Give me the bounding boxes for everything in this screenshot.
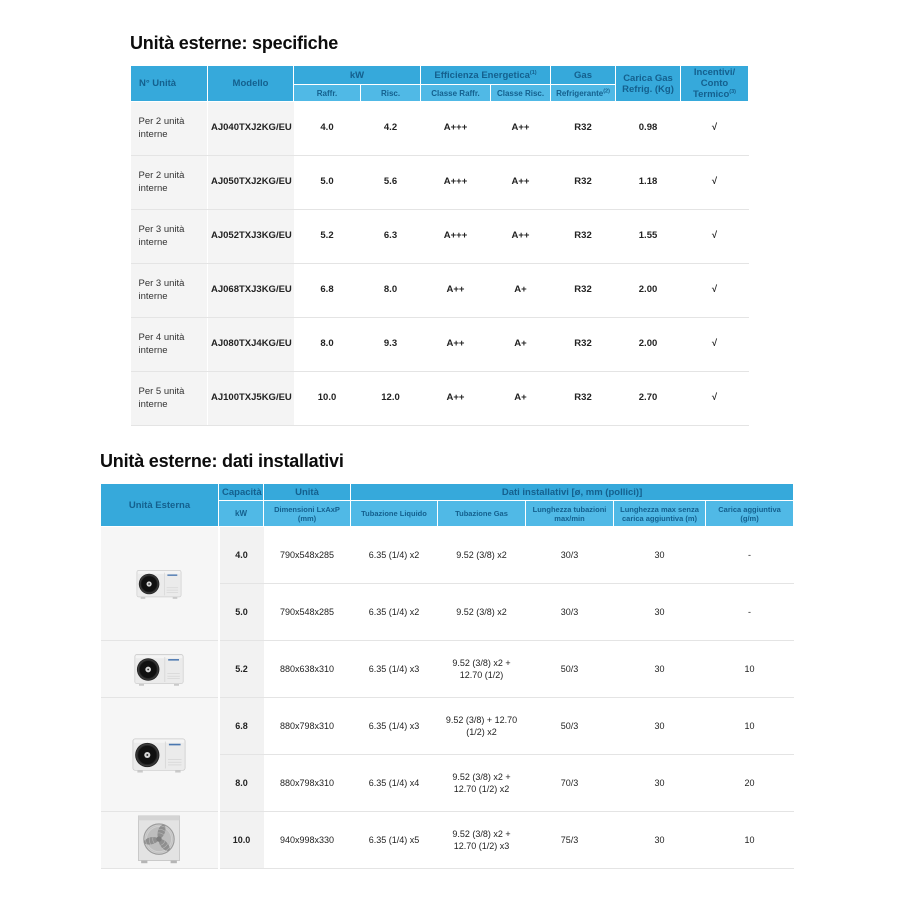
table-row <box>101 812 794 869</box>
col-header-n-unita: N° Unità <box>131 66 208 102</box>
cell-kw-raffr: 10.0 <box>294 372 361 426</box>
col-group-dati-installativi: Dati installativi [ø, mm (pollici)] <box>351 484 794 501</box>
install-table <box>100 483 794 869</box>
cell-capacity: 6.8 <box>219 698 264 755</box>
table-row <box>131 318 749 372</box>
cell-kw-risc: 9.3 <box>361 318 421 372</box>
cell-length-maxmin: 50/3 <box>526 698 614 755</box>
cell-kw-risc: 12.0 <box>361 372 421 426</box>
outdoor-unit-photo-cell <box>101 812 219 869</box>
table-row <box>131 156 749 210</box>
cell-kw-raffr: 5.0 <box>294 156 361 210</box>
cell-length-nocharge: 30 <box>614 641 706 698</box>
cell-kw-risc: 4.2 <box>361 102 421 156</box>
cell-carica: 1.18 <box>616 156 681 210</box>
cell-gas-pipe: 9.52 (3/8) x2 <box>438 584 526 641</box>
table-row <box>131 102 749 156</box>
cell-units: Per 3 unità interne <box>131 264 208 318</box>
cell-kw-risc: 8.0 <box>361 264 421 318</box>
cell-dimensions: 880x638x310 <box>264 641 351 698</box>
cell-gas-pipe: 9.52 (3/8) x2 + 12.70 (1/2) x3 <box>438 812 526 869</box>
cell-gas-pipe: 9.52 (3/8) + 12.70 (1/2) x2 <box>438 698 526 755</box>
cell-liquid-pipe: 6.35 (1/4) x3 <box>351 641 438 698</box>
cell-model: AJ100TXJ5KG/EU <box>208 372 294 426</box>
cell-dimensions: 790x548x285 <box>264 527 351 584</box>
incentivi-line2: Conto Termico <box>693 78 730 100</box>
check-icon: √ <box>681 264 749 318</box>
table-row <box>101 641 794 698</box>
cell-gas-pipe: 9.52 (3/8) x2 <box>438 527 526 584</box>
subcol-lunghezza-tubazioni: Lunghezza tubazioni max/min <box>526 501 614 527</box>
subcol-classe-raffr: Classe Raffr. <box>421 85 491 102</box>
col-group-gas: Gas <box>551 66 616 85</box>
cell-gas: R32 <box>551 210 616 264</box>
cell-units: Per 4 unità interne <box>131 318 208 372</box>
cell-length-maxmin: 30/3 <box>526 584 614 641</box>
cell-liquid-pipe: 6.35 (1/4) x5 <box>351 812 438 869</box>
cell-liquid-pipe: 6.35 (1/4) x2 <box>351 527 438 584</box>
cell-liquid-pipe: 6.35 (1/4) x3 <box>351 698 438 755</box>
cell-carica: 2.70 <box>616 372 681 426</box>
cell-kw-raffr: 6.8 <box>294 264 361 318</box>
cell-classe-risc: A++ <box>491 210 551 264</box>
col-header-incentivi <box>681 66 749 102</box>
cell-carica: 2.00 <box>616 264 681 318</box>
subcol-classe-risc: Classe Risc. <box>491 85 551 102</box>
cell-capacity: 8.0 <box>219 755 264 812</box>
col-header-carica-gas: Carica Gas Refrig. (Kg) <box>616 66 681 102</box>
cell-capacity: 5.0 <box>219 584 264 641</box>
cell-dimensions: 940x998x330 <box>264 812 351 869</box>
cell-kw-raffr: 4.0 <box>294 102 361 156</box>
cell-model: AJ050TXJ2KG/EU <box>208 156 294 210</box>
cell-carica: 2.00 <box>616 318 681 372</box>
cell-classe-raffr: A+++ <box>421 156 491 210</box>
cell-extra-charge: - <box>706 527 794 584</box>
cell-classe-raffr: A+++ <box>421 210 491 264</box>
cell-gas: R32 <box>551 156 616 210</box>
outdoor-unit-photo-cell <box>101 641 219 698</box>
cell-gas-pipe: 9.52 (3/8) x2 + 12.70 (1/2) <box>438 641 526 698</box>
cell-classe-risc: A++ <box>491 156 551 210</box>
subcol-lunghezza-max: Lunghezza max senza carica aggiuntiva (m) <box>614 501 706 527</box>
efficienza-footnote: (1) <box>529 69 537 76</box>
cell-classe-raffr: A++ <box>421 318 491 372</box>
cell-liquid-pipe: 6.35 (1/4) x2 <box>351 584 438 641</box>
cell-length-nocharge: 30 <box>614 584 706 641</box>
cell-kw-raffr: 8.0 <box>294 318 361 372</box>
cell-extra-charge: 10 <box>706 641 794 698</box>
subcol-tubazione-gas: Tubazione Gas <box>438 501 526 527</box>
cell-classe-raffr: A++ <box>421 372 491 426</box>
table-row <box>101 527 794 584</box>
refrigerante-footnote: (2) <box>603 87 610 94</box>
cell-model: AJ040TXJ2KG/EU <box>208 102 294 156</box>
check-icon: √ <box>681 210 749 264</box>
cell-model: AJ080TXJ4KG/EU <box>208 318 294 372</box>
spec-table <box>130 65 749 426</box>
cell-units: Per 5 unità interne <box>131 372 208 426</box>
cell-units: Per 2 unità interne <box>131 102 208 156</box>
cell-kw-raffr: 5.2 <box>294 210 361 264</box>
table-row <box>131 264 749 318</box>
cell-gas: R32 <box>551 372 616 426</box>
cell-classe-risc: A++ <box>491 102 551 156</box>
outdoor-unit-photo-cell <box>101 527 219 641</box>
cell-model: AJ068TXJ3KG/EU <box>208 264 294 318</box>
table-row <box>131 372 749 426</box>
cell-gas: R32 <box>551 318 616 372</box>
cell-capacity: 5.2 <box>219 641 264 698</box>
outdoor-unit-photo <box>134 652 184 687</box>
cell-length-maxmin: 75/3 <box>526 812 614 869</box>
cell-length-maxmin: 50/3 <box>526 641 614 698</box>
subcol-tubazione-liquido: Tubazione Liquido <box>351 501 438 527</box>
col-header-modello: Modello <box>208 66 294 102</box>
col-group-efficienza <box>421 66 551 85</box>
cell-classe-risc: A+ <box>491 264 551 318</box>
col-group-capacita: Capacità <box>219 484 264 501</box>
cell-extra-charge: 10 <box>706 698 794 755</box>
subcol-carica-aggiuntiva: Carica aggiuntiva (g/m) <box>706 501 794 527</box>
install-section <box>100 451 793 869</box>
cell-capacity: 10.0 <box>219 812 264 869</box>
cell-gas-pipe: 9.52 (3/8) x2 + 12.70 (1/2) x2 <box>438 755 526 812</box>
cell-dimensions: 880x798x310 <box>264 755 351 812</box>
check-icon: √ <box>681 318 749 372</box>
cell-gas: R32 <box>551 102 616 156</box>
outdoor-unit-photo <box>132 735 186 775</box>
cell-classe-raffr: A+++ <box>421 102 491 156</box>
cell-units: Per 3 unità interne <box>131 210 208 264</box>
incentivi-line1: Incentivi/ <box>693 67 736 78</box>
outdoor-unit-photo-cell <box>101 698 219 812</box>
check-icon: √ <box>681 156 749 210</box>
cell-length-maxmin: 70/3 <box>526 755 614 812</box>
cell-classe-risc: A+ <box>491 318 551 372</box>
check-icon: √ <box>681 102 749 156</box>
install-section-title: Unità esterne: dati installativi <box>100 451 344 471</box>
cell-capacity: 4.0 <box>219 527 264 584</box>
cell-length-nocharge: 30 <box>614 527 706 584</box>
cell-kw-risc: 6.3 <box>361 210 421 264</box>
cell-classe-raffr: A++ <box>421 264 491 318</box>
cell-classe-risc: A+ <box>491 372 551 426</box>
incentivi-footnote: (3) <box>729 88 737 95</box>
cell-dimensions: 790x548x285 <box>264 584 351 641</box>
cell-carica: 1.55 <box>616 210 681 264</box>
outdoor-unit-photo <box>136 568 182 600</box>
cell-dimensions: 880x798x310 <box>264 698 351 755</box>
outdoor-unit-xl-photo <box>132 815 186 865</box>
cell-model: AJ052TXJ3KG/EU <box>208 210 294 264</box>
subcol-kw: kW <box>219 501 264 527</box>
table-row <box>131 210 749 264</box>
col-header-unita-esterna: Unità Esterna <box>101 484 219 527</box>
col-group-unita: Unità <box>264 484 351 501</box>
cell-length-nocharge: 30 <box>614 812 706 869</box>
col-group-kw: kW <box>294 66 421 85</box>
cell-length-nocharge: 30 <box>614 755 706 812</box>
cell-liquid-pipe: 6.35 (1/4) x4 <box>351 755 438 812</box>
subcol-kw-raffr: Raffr. <box>294 85 361 102</box>
spec-section-title: Unità esterne: specifiche <box>130 33 339 53</box>
refrigerante-label: Refrigerante <box>556 88 604 98</box>
subcol-refrigerante <box>551 85 616 102</box>
cell-gas: R32 <box>551 264 616 318</box>
cell-length-nocharge: 30 <box>614 698 706 755</box>
cell-extra-charge: 10 <box>706 812 794 869</box>
cell-units: Per 2 unità interne <box>131 156 208 210</box>
table-row <box>101 698 794 755</box>
cell-kw-risc: 5.6 <box>361 156 421 210</box>
check-icon: √ <box>681 372 749 426</box>
cell-extra-charge: - <box>706 584 794 641</box>
spec-section <box>130 33 748 426</box>
subcol-dimensioni: Dimensioni LxAxP (mm) <box>264 501 351 527</box>
efficienza-label: Efficienza Energetica <box>434 69 530 81</box>
cell-length-maxmin: 30/3 <box>526 527 614 584</box>
cell-extra-charge: 20 <box>706 755 794 812</box>
subcol-kw-risc: Risc. <box>361 85 421 102</box>
cell-carica: 0.98 <box>616 102 681 156</box>
